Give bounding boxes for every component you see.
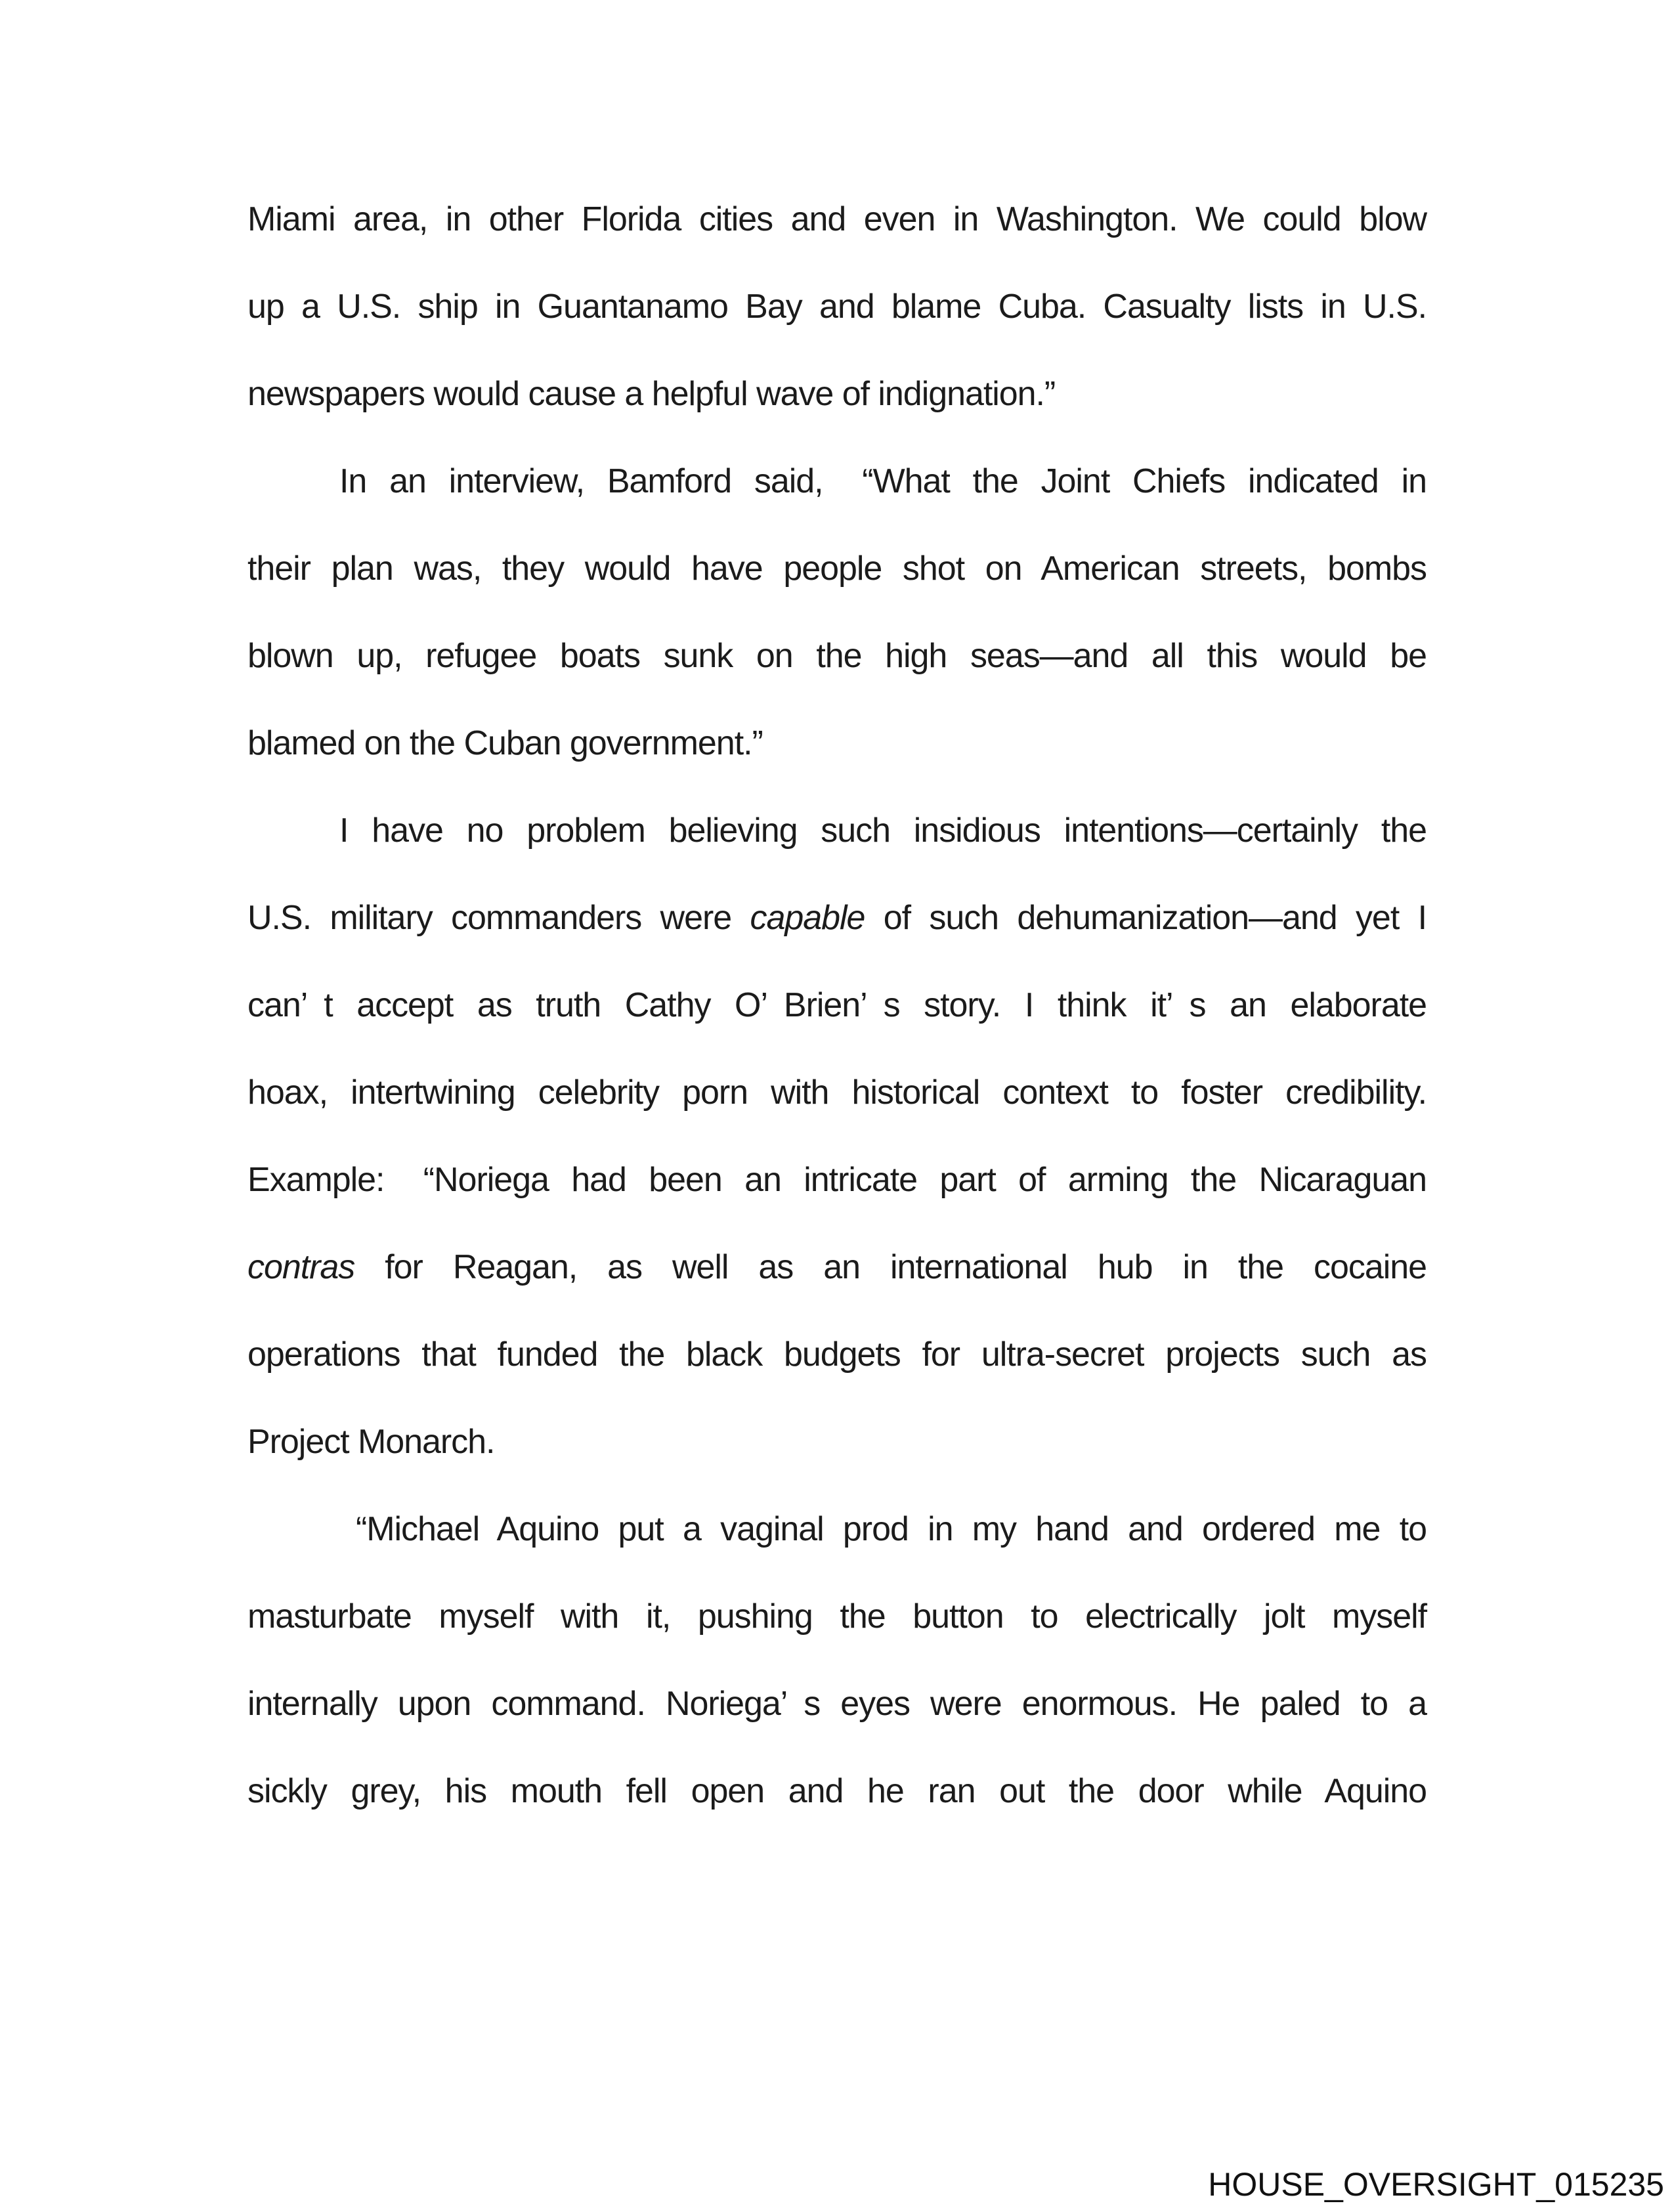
text-run: up a U.S. ship in Guantanamo Bay and blame Cuba. Casualty lists in U.S.: [247, 288, 1427, 326]
text-run: masturbate myself with it, pushing the button to electrically jolt myself: [247, 1597, 1427, 1636]
text-run: blown up, refugee boats sunk on the high seas—and all this would be: [247, 637, 1427, 675]
text-run: I have no problem believing such insidious intentions—certainly the: [339, 812, 1427, 850]
text-run: U.S. military commanders were: [247, 899, 750, 937]
text-line: [247, 787, 1427, 875]
text-line: [247, 1399, 1427, 1486]
text-line: [247, 613, 1427, 700]
text-run: newspapers would cause a helpful wave of indignation.”: [247, 375, 1056, 413]
paragraph: [247, 438, 1427, 787]
text-line: [247, 1660, 1427, 1748]
text-line: [247, 176, 1427, 263]
text-run: hoax, intertwining celebrity porn with historical context to foster credibility.: [247, 1073, 1427, 1112]
text-run: can’ t accept as truth Cathy O’ Brien’ s story. I think it’ s an elaborate: [247, 986, 1427, 1024]
text-line: [247, 263, 1427, 351]
text-run: blamed on the Cuban government.”: [247, 724, 763, 762]
text-run: their plan was, they would have people shot on American streets, bombs: [247, 550, 1427, 588]
text-line: [247, 351, 1427, 438]
paragraph: [247, 176, 1427, 438]
text-line: [247, 962, 1427, 1049]
text-run: internally upon command. Noriega’ s eyes were enormous. He paled to a: [247, 1685, 1427, 1723]
text-line: [247, 1573, 1427, 1660]
text-run: operations that funded the black budgets for ultra-secret projects such as: [247, 1335, 1427, 1374]
text-run: Project Monarch.: [247, 1423, 495, 1461]
text-run: “Michael Aquino put a vaginal prod in my hand and ordered me to: [339, 1510, 1427, 1548]
text-line: [247, 1486, 1427, 1573]
text-run: capable: [750, 899, 865, 937]
text-run: sickly grey, his mouth fell open and he ran out the door while Aquino: [247, 1772, 1427, 1810]
paragraph: [247, 787, 1427, 1486]
text-run: contras: [247, 1248, 355, 1286]
text-run: for Reagan, as well as an international hub in the cocaine: [354, 1248, 1427, 1286]
text-line: [247, 1049, 1427, 1137]
text-line: [247, 525, 1427, 613]
text-line: [247, 1224, 1427, 1311]
text-line: [247, 1748, 1427, 1835]
text-run: Miami area, in other Florida cities and even in Washington. We could blow: [247, 200, 1427, 238]
text-run: Example: “Noriega had been an intricate part of arming the Nicaraguan: [247, 1161, 1427, 1199]
text-run: In an interview, Bamford said, “What the Joint Chiefs indicated in: [339, 462, 1427, 500]
text-line: [247, 875, 1427, 962]
text-line: [247, 1311, 1427, 1399]
text-block: [247, 176, 1427, 1835]
text-line: [247, 438, 1427, 525]
bates-number: HOUSE_OVERSIGHT_015235: [1208, 2166, 1664, 2203]
text-run: of such dehumanization—and yet I: [865, 899, 1427, 937]
text-line: [247, 700, 1427, 787]
text-line: [247, 1137, 1427, 1224]
paragraph: [247, 1486, 1427, 1835]
